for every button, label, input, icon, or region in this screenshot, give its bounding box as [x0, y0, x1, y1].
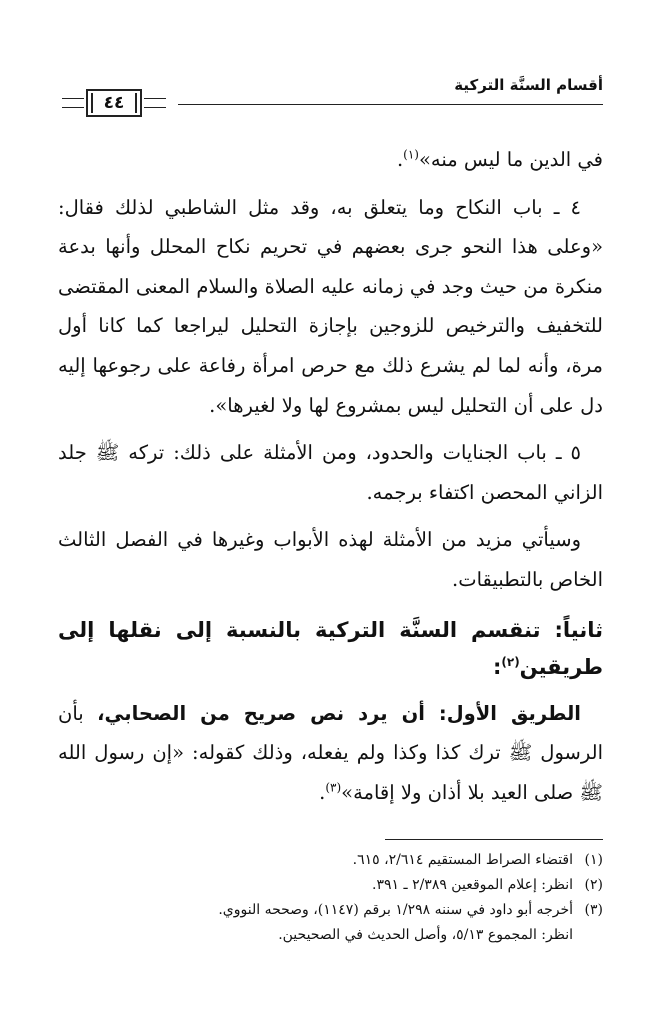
text-line: التحليل ليس بمشروع لها ولا لغيرها». [209, 393, 508, 417]
text-line: الصلاة والسلام المعنى المقتضى للتخفيف والترخيص للزوجين [58, 274, 604, 338]
footnote-text: انظر: المجموع ٥/١٣، وأصل الحديث في الصحيحين. [278, 927, 573, 943]
text-line: بأن [58, 701, 98, 725]
footnote-ref-2[interactable]: (٢) [501, 654, 520, 669]
footnote-text: أخرجه أبو داود في سننه ١/٢٩٨ برقم (١١٤٧)، وصححه النووي. [218, 902, 573, 918]
heading-line: ثانياً: تنقسم السنَّة التركية بالنسبة إلى نقلها إلى [58, 617, 603, 642]
page-number: ٤٤ [103, 93, 125, 113]
paragraph-crimes [58, 433, 603, 512]
text-line: ٤ ـ باب النكاح وما يتعلق به، وقد مثل الشاطبي لذلك [115, 195, 582, 219]
footnote-3 [58, 898, 603, 923]
text-line: رسول الله ﷺ صلى العيد بلا أذان ولا إقامة» [58, 741, 603, 804]
footnote-2 [58, 873, 603, 898]
header-rule [178, 104, 603, 105]
footnote-number: (٣) [584, 902, 603, 918]
text-line: ٥ ـ باب الجنايات والحدود، ومن الأمثلة على ذلك: [173, 441, 582, 465]
text-punct: . [396, 148, 404, 171]
footnote-1 [58, 848, 603, 873]
text-line: فقال: «وعلى هذا النحو جرى بعضهم في تحريم نكاح [58, 195, 603, 259]
footnote-ref-1[interactable]: (١) [403, 147, 419, 162]
text-line: ذلك مع حرص امرأة رفاعة على رجوعها إليه دل على أن [58, 353, 603, 417]
footnote-separator [385, 839, 603, 840]
footnotes [58, 848, 603, 948]
section-heading [58, 612, 603, 686]
text-line: الفصل الثالث الخاص بالتطبيقات. [58, 528, 603, 591]
footnote-3-continued [58, 923, 603, 948]
text-punct: . [319, 780, 326, 804]
header-right-double-rule [144, 98, 166, 108]
paragraph-first-way [58, 694, 603, 813]
paragraph-quote-end [58, 140, 603, 180]
footnote-number: (١) [584, 852, 603, 868]
running-title: أقسام السنَّة التركية [454, 76, 603, 94]
heading-line: طريقين [519, 654, 603, 679]
text-punct: : [492, 654, 502, 679]
text-line: المحلل وأنها بدعة منكرة من حيث وجد في زمانه عليه [58, 235, 603, 298]
main-text [58, 140, 603, 812]
footnote-ref-3[interactable]: (٣) [325, 780, 342, 795]
footnote-text: انظر: إعلام الموقعين ٢/٣٨٩ ـ ٣٩١. [372, 877, 573, 893]
paragraph-marriage [58, 188, 603, 426]
text-line: الرسول ﷺ ترك كذا وكذا ولم يفعله، وذلك كقوله: «إن [152, 741, 603, 765]
page-number-box [86, 89, 142, 117]
page-number-ornament [62, 88, 166, 118]
text-line: في الدين ما ليس منه» [418, 148, 603, 171]
paragraph-more-examples [58, 520, 603, 599]
text-line: تركه ﷺ جلد الزاني المحصن اكتفاء برجمه. [58, 441, 603, 504]
text-line: بإجازة التحليل ليراجعا كما كانا أول مرة، وأنه لما لم يشرع [58, 314, 603, 377]
header-left-double-rule [62, 98, 84, 108]
footnote-text: اقتضاء الصراط المستقيم ٢/٦١٤، ٦١٥. [352, 852, 573, 868]
bold-lead: الطريق الأول: أن يرد نص صريح من الصحابي، [97, 701, 581, 725]
footnote-number: (٢) [584, 877, 603, 893]
text-line: وسيأتي مزيد من الأمثلة لهذه الأبواب وغيرها في [177, 528, 581, 552]
page-header [58, 70, 603, 113]
